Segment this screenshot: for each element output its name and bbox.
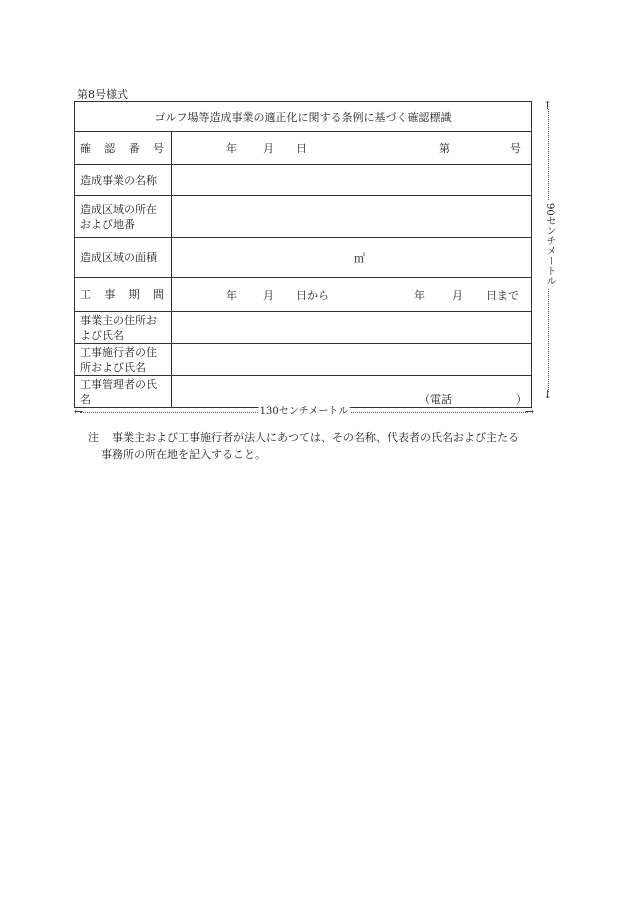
year-label: 年 <box>226 142 237 155</box>
note <box>88 429 558 463</box>
label-contractor <box>75 344 172 376</box>
label-line: 工事管理者の氏 <box>80 377 157 391</box>
label-char: 間 <box>152 288 164 301</box>
value-manager[interactable] <box>172 376 532 408</box>
dai-label: 第 <box>439 142 450 155</box>
value-confirmation-number[interactable] <box>172 132 532 165</box>
label-construction-period <box>75 278 172 312</box>
label-char: 認 <box>104 141 116 155</box>
value-site-location[interactable] <box>172 196 532 238</box>
from-month-label: 月 <box>263 288 274 302</box>
note-line-2: 事務所の所在地を記入すること。 <box>101 448 266 461</box>
label-char: 期 <box>128 288 140 301</box>
from-year-label: 年 <box>226 288 237 302</box>
arrow-right-icon: → <box>524 405 534 418</box>
row-owner <box>75 312 532 344</box>
note-mark: 注 <box>88 431 99 444</box>
row-construction-period <box>75 278 532 312</box>
height-dimension <box>542 101 556 400</box>
label-line: 造成区域の所在 <box>80 202 157 216</box>
height-label: 90センチメートル <box>544 203 555 286</box>
label-char: 番 <box>128 141 140 155</box>
value-site-area[interactable] <box>172 238 532 278</box>
value-construction-period[interactable] <box>172 278 532 312</box>
row-contractor <box>75 344 532 376</box>
to-month-label: 月 <box>452 288 463 302</box>
label-site-area: 造成区域の面積 <box>75 238 172 278</box>
to-year-label: 年 <box>414 288 425 302</box>
label-line: よび氏名 <box>80 328 124 342</box>
to-day-label: 日まで <box>486 288 519 302</box>
value-owner[interactable] <box>172 312 532 344</box>
label-char: 号 <box>152 141 164 155</box>
width-label: 130センチメートル <box>259 406 349 417</box>
row-manager <box>75 376 532 408</box>
form-number: 第8号様式 <box>77 88 128 101</box>
width-dimension <box>74 406 534 418</box>
month-label: 月 <box>263 142 274 155</box>
row-site-location <box>75 196 532 238</box>
label-line: 所および氏名 <box>80 360 146 374</box>
go-label: 号 <box>510 142 521 155</box>
label-line: 工事施行者の住 <box>80 345 157 359</box>
label-site-location <box>75 196 172 238</box>
label-line: 事業主の住所お <box>80 313 157 327</box>
arrow-left-icon: ← <box>74 405 84 418</box>
label-line: 名 <box>80 392 91 406</box>
row-project-name <box>75 165 532 196</box>
note-line-1: 事業主および工事施行者が法人にあつては、その名称、代表者の氏名および主たる <box>112 431 519 444</box>
label-char: 確 <box>80 141 91 155</box>
label-project-name: 造成事業の名称 <box>75 165 172 196</box>
phone-close: ） <box>516 393 527 406</box>
row-confirmation-number <box>75 132 532 165</box>
label-char: 事 <box>104 288 116 301</box>
day-label: 日 <box>296 142 307 155</box>
phone-open: （電話 <box>419 393 452 406</box>
label-char: 工 <box>80 288 91 301</box>
from-day-label: 日から <box>296 288 329 302</box>
label-line: および地番 <box>80 217 135 231</box>
sign-title: ゴルフ場等造成事業の適正化に関する条例に基づく確認標識 <box>75 102 532 132</box>
row-site-area <box>75 238 532 278</box>
value-contractor[interactable] <box>172 344 532 376</box>
label-manager <box>75 376 172 408</box>
label-owner <box>75 312 172 344</box>
area-unit: ㎡ <box>354 251 365 265</box>
arrow-down-icon: ↓ <box>543 388 553 401</box>
label-confirmation-number <box>75 132 172 165</box>
arrow-up-icon: ↑ <box>543 99 553 112</box>
confirmation-sign-table <box>74 101 532 408</box>
value-project-name[interactable] <box>172 165 532 196</box>
